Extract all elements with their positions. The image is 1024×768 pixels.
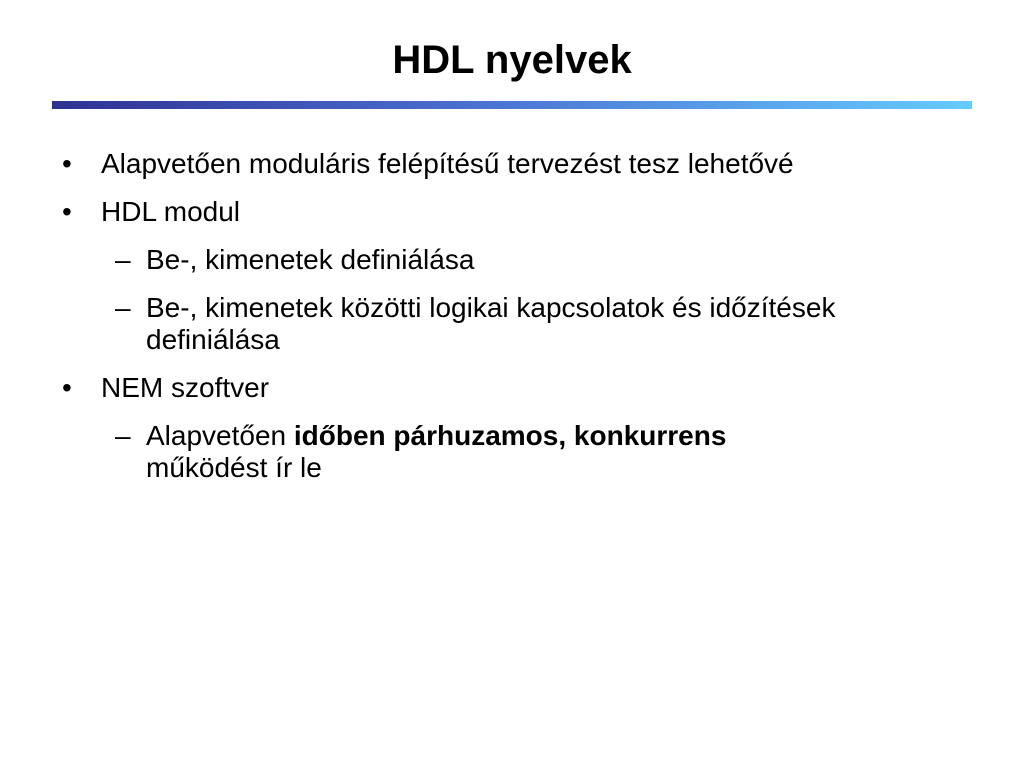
- sub-bullet-item: [0, 244, 846, 276]
- bullet-item: [0, 196, 1024, 228]
- bullet-text: NEM szoftver: [101, 372, 270, 403]
- sub-bullet-item: [0, 420, 846, 484]
- title-divider: [52, 101, 972, 109]
- bullet-marker: •: [62, 196, 72, 227]
- sub-bullet-item: [0, 292, 846, 356]
- bullet-marker: •: [62, 372, 72, 403]
- bullet-text: HDL modul: [101, 196, 241, 227]
- sub-bullet-text-pre: Alapvetően: [146, 420, 294, 451]
- bullet-list: [0, 148, 1024, 500]
- sub-bullet-text-bold: időben párhuzamos, konkurrens: [293, 420, 727, 451]
- dash-marker: –: [115, 244, 131, 275]
- sub-bullet-text: Be-, kimenetek közötti logikai kapcsolatok és időzítések definiálása: [146, 292, 836, 355]
- dash-marker: –: [115, 420, 131, 451]
- slide-title: HDL nyelvek: [392, 38, 632, 82]
- dash-marker: –: [115, 292, 131, 323]
- bullet-marker: •: [62, 148, 72, 179]
- bullet-text: Alapvetően moduláris felépítésű tervezést tesz lehetővé: [101, 148, 794, 179]
- bullet-item: [0, 148, 1024, 180]
- sub-bullet-text-post: működést ír le: [146, 452, 322, 483]
- sub-bullet-text: Be-, kimenetek definiálása: [146, 244, 475, 275]
- bullet-item: [0, 372, 1024, 404]
